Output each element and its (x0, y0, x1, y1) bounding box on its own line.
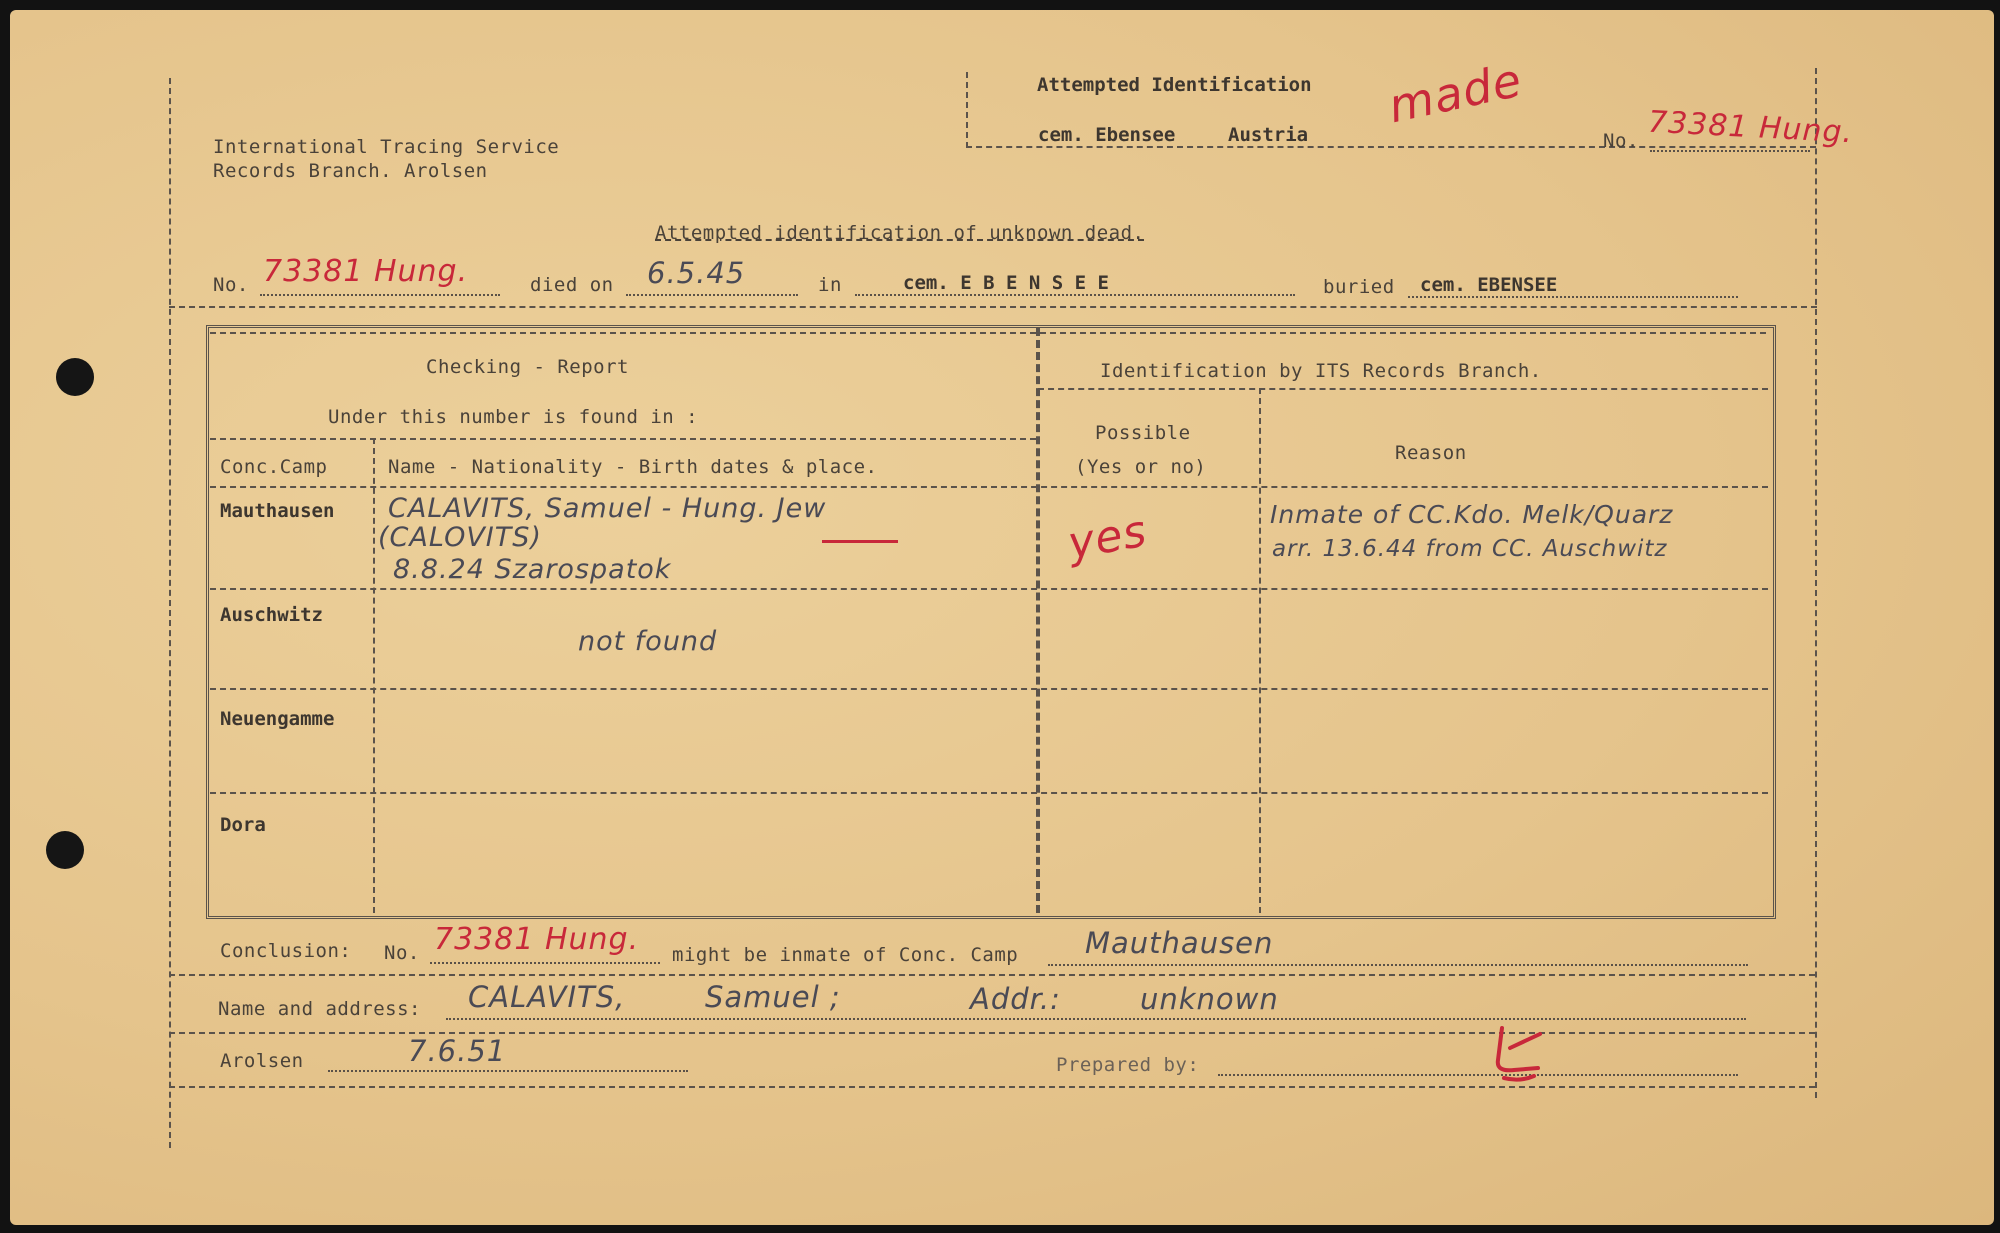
address-label-handwritten: Addr.: (970, 982, 1061, 1016)
died-on-dots (626, 294, 798, 296)
buried-label: buried (1323, 276, 1395, 298)
table-top-rule (210, 332, 1766, 334)
table-divider-main (1036, 328, 1040, 913)
camp-neuengamme: Neuengamme (220, 708, 335, 730)
row-rule-3 (210, 792, 1768, 794)
name-address-label: Name and address: (218, 998, 421, 1020)
under-number-header: Under this number is found in : (328, 406, 699, 428)
conclusion-no-label: No. (384, 942, 420, 964)
conclusion-rule (169, 974, 1815, 976)
footer-date-dots (328, 1070, 688, 1072)
conclusion-label: Conclusion: (220, 940, 352, 962)
column-header-rule (210, 486, 1768, 488)
header-no-label: No. (1603, 130, 1639, 152)
attempted-identification-label: Attempted Identification (1037, 74, 1312, 96)
address-surname: CALAVITS, (468, 980, 626, 1014)
possible-column-divider (1259, 388, 1261, 913)
row-rule-2 (210, 688, 1768, 690)
record-no-dots (260, 294, 500, 296)
country-label: Austria (1228, 124, 1309, 146)
possible-header-sub: (Yes or no) (1075, 456, 1207, 478)
org-branch: Records Branch. Arolsen (213, 160, 488, 182)
prepared-by-dots (1218, 1074, 1738, 1076)
address-given-name: Samuel ; (705, 980, 841, 1014)
camp-dora: Dora (220, 814, 266, 836)
cemetery-label: cem. Ebensee (1038, 124, 1176, 146)
footer-rule (169, 1086, 1815, 1088)
row-rule-1 (210, 588, 1768, 590)
record-rule (169, 306, 1817, 308)
conclusion-text: might be inmate of Conc. Camp (672, 944, 1019, 966)
death-place: cem. E B E N S E E (903, 272, 1109, 294)
camp-auschwitz: Auschwitz (220, 604, 323, 626)
address-value: unknown (1140, 982, 1279, 1016)
row-2-name: not found (578, 626, 718, 657)
row-1-possible: yes (1064, 505, 1151, 570)
footer-date: 7.6.51 (408, 1034, 507, 1068)
right-margin-line (1815, 68, 1817, 1098)
nationality-underline (822, 540, 898, 543)
in-dots (855, 294, 1295, 296)
burial-place: cem. EBENSEE (1420, 274, 1558, 296)
footer-place: Arolsen (220, 1050, 304, 1072)
camp-column-divider (373, 438, 375, 913)
identification-header: Identification by ITS Records Branch. (1100, 360, 1542, 382)
row-1-birth: 8.8.24 Szarospatok (393, 554, 672, 585)
camp-mauthausen: Mauthausen (220, 500, 335, 522)
row-1-reason-line1: Inmate of CC.Kdo. Melk/Quarz (1270, 500, 1674, 529)
header-number: 73381 Hung. (1647, 104, 1854, 151)
record-no-label: No. (213, 274, 249, 296)
possible-header: Possible (1095, 422, 1191, 444)
under-number-rule (210, 438, 1036, 440)
header-no-dots (1650, 150, 1810, 152)
record-card (10, 10, 1994, 1225)
died-on-date: 6.5.45 (647, 256, 746, 290)
ident-header-rule (1038, 388, 1768, 390)
camp-column-header: Conc.Camp (220, 456, 328, 478)
form-title: Attempted identification of unknown dead. (655, 222, 1145, 244)
preparer-initial-mark (1480, 1020, 1560, 1090)
org-name: International Tracing Service (213, 136, 560, 158)
reason-header: Reason (1395, 442, 1467, 464)
died-on-label: died on (530, 274, 614, 296)
identification-status: made (1383, 52, 1527, 134)
left-margin-line (169, 78, 171, 1148)
conclusion-number: 73381 Hung. (434, 922, 640, 957)
in-label: in (818, 274, 842, 296)
record-number: 73381 Hung. (263, 254, 469, 289)
conclusion-no-dots (430, 962, 660, 964)
row-1-name: CALAVITS, Samuel - Hung. Jew (388, 493, 827, 524)
punch-hole-bottom (46, 831, 84, 869)
conclusion-camp: Mauthausen (1085, 926, 1274, 960)
checking-report-header: Checking - Report (426, 356, 629, 378)
prepared-by-label: Prepared by: (1056, 1054, 1200, 1076)
stamp-box-bottom (966, 146, 1816, 148)
punch-hole-top (56, 358, 94, 396)
name-column-header: Name - Nationality - Birth dates & place. (388, 456, 878, 478)
row-1-alias: (CALOVITS) (378, 522, 542, 553)
buried-dots (1408, 296, 1738, 298)
row-1-reason-line2: arr. 13.6.44 from CC. Auschwitz (1272, 536, 1668, 562)
conclusion-camp-dots (1048, 964, 1748, 966)
stamp-box-left (966, 72, 968, 148)
